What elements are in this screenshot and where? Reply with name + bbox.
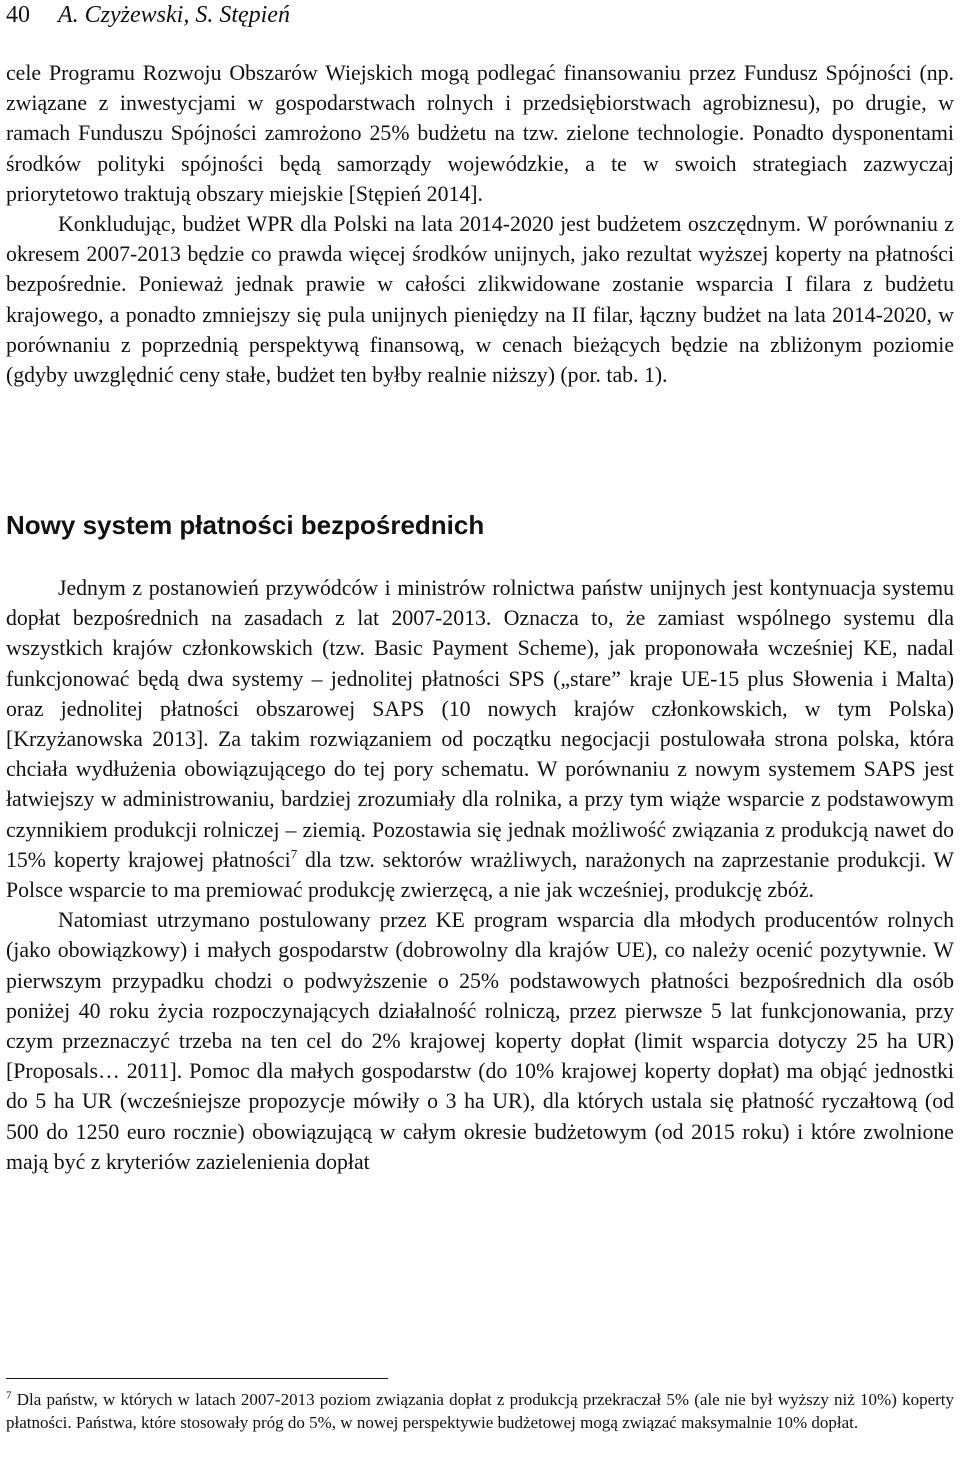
running-header (6, 2, 290, 29)
footnote-text: Dla państw, w których w latach 2007-2013 poziom związania dopłat z produkcją przekraczał 5% (ale nie był wyższy niż 10%) koperty płatności. Państwa, które stosowały próg do 5%, w nowej perspektywie budżetowej mogą związać maksymalnie 10% dopłat. (6, 1390, 954, 1432)
paragraph-continued: cele Programu Rozwoju Obszarów Wiejskich mogą podlegać finansowaniu przez Fundusz Spójności (np. związane z inwestycjami w gospodarstwach rolnych i przedsiębiorstwach agrobiznesu), po drugie, w ramach Funduszu Spójności zamrożono 25% budżetu na tzw. zielone technologie. Ponadto dysponentami środków polityki spójności będą samorządy wojewódzkie, a te w swoich strategiach zazwyczaj priorytetowo traktują obszary miejskie [Stępień 2014]. (6, 61, 954, 206)
text-block-section (6, 573, 954, 1177)
footnote-reference: 7 (290, 846, 298, 862)
section-paragraph-2: Natomiast utrzymano postulowany przez KE program wsparcia dla młodych producentów rolnych (jako obowiązkowy) i małych gospodarstw (dobrowolny dla krajów UE), co należy ocenić pozytywnie. W pierwszym przypadku chodzi o podwyższenie o 25% podstawowych płatności bezpośrednich dla osób poniżej 40 roku życia rozpoczynających działalność rolniczą, przez pierwsze 5 lat funkcjonowania, przy czym przeznaczyć trzeba na ten cel do 2% krajowej koperty dopłat (limit wsparcia dotyczy 25 ha UR) [Proposals… 2011]. Pomoc dla małych gospodarstw (do 10% krajowej koperty dopłat) ma objąć jednostki do 5 ha UR (wcześniejsze propozycje mówiły o 3 ha UR), dla których ustala się płatność ryczałtową (od 500 do 1250 euro rocznie) obowiązującą w całym okresie budżetowym (od 2015 roku) i które zwolnione mają być z kryteriów zazielenienia dopłat (6, 908, 954, 1174)
section-heading: Nowy system płatności bezpośrednich (6, 510, 485, 540)
running-header-authors: A. Czyżewski, S. Stępień (58, 2, 290, 28)
page-number: 40 (6, 2, 30, 28)
text-block-top (6, 58, 954, 390)
section-paragraph-1 (6, 573, 954, 905)
paragraph-conclusion: Konkludując, budżet WPR dla Polski na lata 2014-2020 jest budżetem oszczędnym. W porównaniu z okresem 2007-2013 będzie co prawda więcej środków unijnych, jako rezultat wyższej koperty na płatności bezpośrednie. Ponieważ jednak prawie w całości zlikwidowane zostanie wsparcia I filara z budżetu krajowego, a ponadto zmniejszy się pula unijnych pieniędzy na II filar, łączny budżet na lata 2014-2020, w porównaniu z poprzednią perspektywą finansową, w cenach bieżących będzie na zbliżonym poziomie (gdyby uwzględnić ceny stałe, budżet ten byłby realnie niższy) (por. tab. 1). (6, 212, 954, 388)
section-paragraph-1-text-b: dla tzw. sektorów wrażliwych, narażonych na zaprzestanie produkcji. W Polsce wsparcie to ma premiować produkcję zwierzęcą, a nie jak wcześniej, produkcję zbóż. (6, 847, 954, 903)
footnote (6, 1388, 954, 1434)
section-paragraph-1-text-a: Jednym z postanowień przywódców i ministrów rolnictwa państw unijnych jest kontynuacja systemu dopłat bezpośrednich na zasadach z lat 2007-2013. Oznacza to, że zamiast wspólnego systemu dla wszystkich krajów członkowskich (tzw. Basic Payment Scheme), jak proponowała wcześniej KE, nadal funkcjonować będą dwa systemy – jednolitej płatności SPS („stare” kraje UE-15 plus Słowenia i Malta) oraz jednolitej płatności obszarowej SAPS (10 nowych krajów członkowskich, w tym Polska) [Krzyżanowska 2013]. Za takim rozwiązaniem od początku negocjacji postulowała strona polska, która chciała wydłużenia obowiązującego do tej pory schematu. W porównaniu z nowym systemem SAPS jest łatwiejszy w administrowaniu, bardziej zrozumiały dla rolnika, a przy tym wiąże wsparcie z podstawowym czynnikiem produkcji rolniczej – ziemią. Pozostawia się jednak możliwość związania z produkcją nawet do 15% koperty krajowej płatności (6, 576, 954, 872)
footnote-divider (6, 1378, 388, 1379)
footnote-marker: 7 (6, 1389, 12, 1402)
